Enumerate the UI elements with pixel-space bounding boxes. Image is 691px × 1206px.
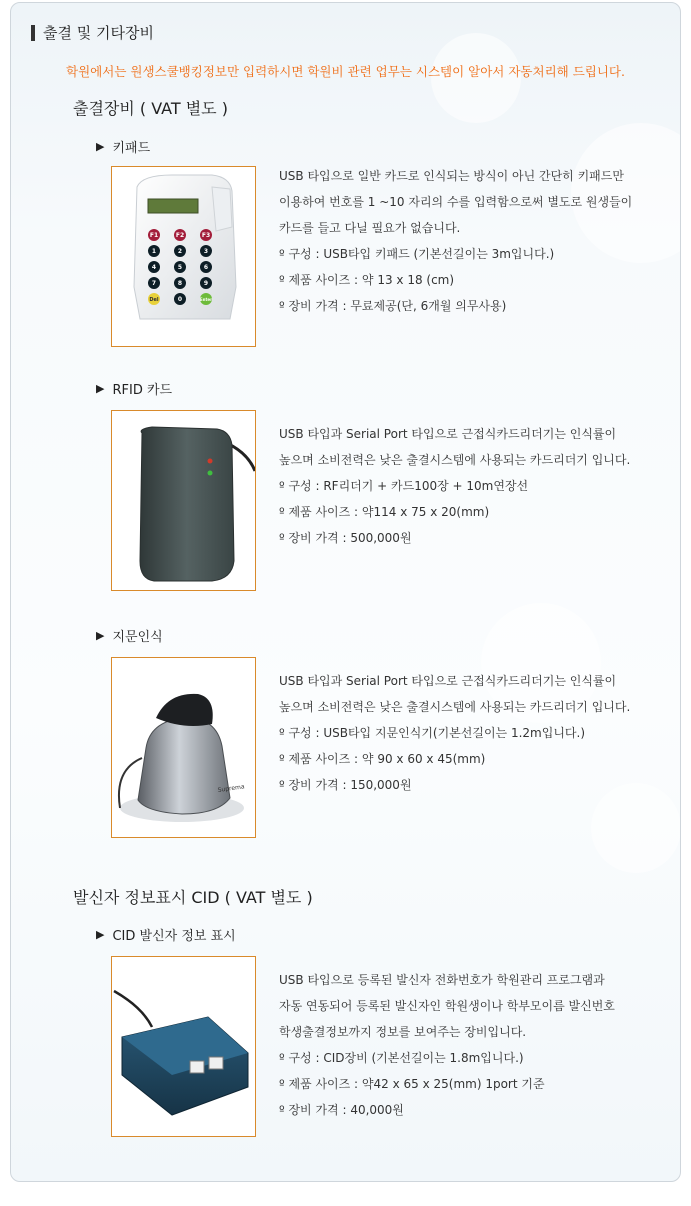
desc-line: º 구성 : USB타입 지문인식기(기본선길이는 1.2m입니다.) bbox=[279, 726, 586, 740]
desc-line: º 제품 사이즈 : 약 90 x 60 x 45(mm) bbox=[279, 752, 486, 766]
key-3: 3 bbox=[203, 248, 209, 255]
key-5: 5 bbox=[177, 264, 183, 271]
desc-line: USB 타입으로 일반 카드로 인식되는 방식이 아닌 간단히 키패드만 bbox=[279, 169, 624, 183]
page-title: 출결 및 기타장비 bbox=[43, 24, 154, 42]
key-9: 9 bbox=[203, 280, 209, 287]
item-title-fingerprint bbox=[96, 626, 163, 645]
key-0: 0 bbox=[177, 296, 183, 303]
desc-line: USB 타입으로 등록된 발신자 전화번호가 학원관리 프로그램과 bbox=[279, 973, 605, 987]
key-f3: F3 bbox=[201, 232, 211, 239]
desc-line: 높으며 소비전력은 낮은 출결시스템에 사용되는 카드리더기 입니다. bbox=[279, 700, 631, 714]
desc-line: 높으며 소비전력은 낮은 출결시스템에 사용되는 카드리더기 입니다. bbox=[279, 453, 631, 467]
item-title-keypad bbox=[96, 137, 150, 156]
triangle-icon: ▶ bbox=[96, 928, 105, 941]
brand-label: Suprema bbox=[217, 783, 245, 794]
desc-line: 이용하여 번호를 1 ~10 자리의 수를 입력함으로써 별도로 원생들이 bbox=[279, 195, 633, 209]
key-del: Del bbox=[149, 297, 159, 303]
keypad-image bbox=[111, 166, 256, 347]
desc-line: USB 타입과 Serial Port 타입으로 근접식카드리더기는 인식률이 bbox=[279, 427, 617, 441]
rfid-description bbox=[279, 421, 669, 551]
fingerprint-reader-image bbox=[111, 657, 256, 838]
cid-device-image bbox=[111, 956, 256, 1137]
desc-line: º 제품 사이즈 : 약 13 x 18 (cm) bbox=[279, 273, 455, 287]
key-enter: Enter bbox=[199, 297, 213, 302]
desc-line: º 구성 : CID장비 (기본선길이는 1.8m입니다.) bbox=[279, 1051, 524, 1065]
desc-line: º 장비 가격 : 무료제공(단, 6개월 의무사용) bbox=[279, 299, 507, 313]
desc-line: USB 타입과 Serial Port 타입으로 근접식카드리더기는 인식률이 bbox=[279, 674, 617, 688]
rfid-reader-image bbox=[111, 410, 256, 591]
item-title-rfid bbox=[96, 379, 172, 398]
desc-line: º 장비 가격 : 150,000원 bbox=[279, 778, 412, 792]
key-f1: F1 bbox=[149, 232, 159, 239]
key-4: 4 bbox=[151, 264, 157, 271]
page-header bbox=[31, 22, 154, 43]
item-name: RFID 카드 bbox=[112, 383, 173, 398]
title-bar-icon bbox=[31, 25, 35, 41]
key-2: 2 bbox=[177, 248, 183, 255]
desc-line: 학생출결정보까지 정보를 보여주는 장비입니다. bbox=[279, 1025, 527, 1039]
desc-line: º 구성 : USB타입 키패드 (기본선길이는 3m입니다.) bbox=[279, 247, 555, 261]
desc-line: º 제품 사이즈 : 약114 x 75 x 20(mm) bbox=[279, 505, 490, 519]
desc-line: º 구성 : RF리더기 + 카드100장 + 10m연장선 bbox=[279, 479, 529, 493]
key-6: 6 bbox=[203, 264, 209, 271]
notice-text: 학원에서는 원생스쿨뱅킹정보만 입력하시면 학원비 관련 업무는 시스템이 알아서 자동처리해 드립니다. bbox=[66, 64, 625, 79]
desc-line: º 제품 사이즈 : 약42 x 65 x 25(mm) 1port 기준 bbox=[279, 1077, 545, 1091]
key-7: 7 bbox=[151, 280, 157, 287]
desc-line: 카드를 들고 다닐 필요가 없습니다. bbox=[279, 221, 461, 235]
section-title-attendance: 출결장비 ( VAT 별도 ) bbox=[73, 99, 228, 118]
item-name: 지문인식 bbox=[112, 630, 163, 645]
triangle-icon: ▶ bbox=[96, 382, 105, 395]
triangle-icon: ▶ bbox=[96, 629, 105, 642]
key-1: 1 bbox=[151, 248, 157, 255]
fingerprint-description bbox=[279, 668, 669, 798]
item-name: CID 발신자 정보 표시 bbox=[112, 929, 236, 944]
desc-line: 자동 연동되어 등록된 발신자인 학원생이나 학부모이름 발신번호 bbox=[279, 999, 615, 1013]
item-title-cid bbox=[96, 925, 236, 944]
cid-description bbox=[279, 967, 669, 1123]
key-8: 8 bbox=[177, 280, 183, 287]
keypad-description bbox=[279, 163, 669, 319]
desc-line: º 장비 가격 : 40,000원 bbox=[279, 1103, 404, 1117]
section-title-cid: 발신자 정보표시 CID ( VAT 별도 ) bbox=[73, 888, 313, 907]
key-f2: F2 bbox=[175, 232, 185, 239]
desc-line: º 장비 가격 : 500,000원 bbox=[279, 531, 412, 545]
item-name: 키패드 bbox=[112, 141, 151, 156]
triangle-icon: ▶ bbox=[96, 140, 105, 153]
